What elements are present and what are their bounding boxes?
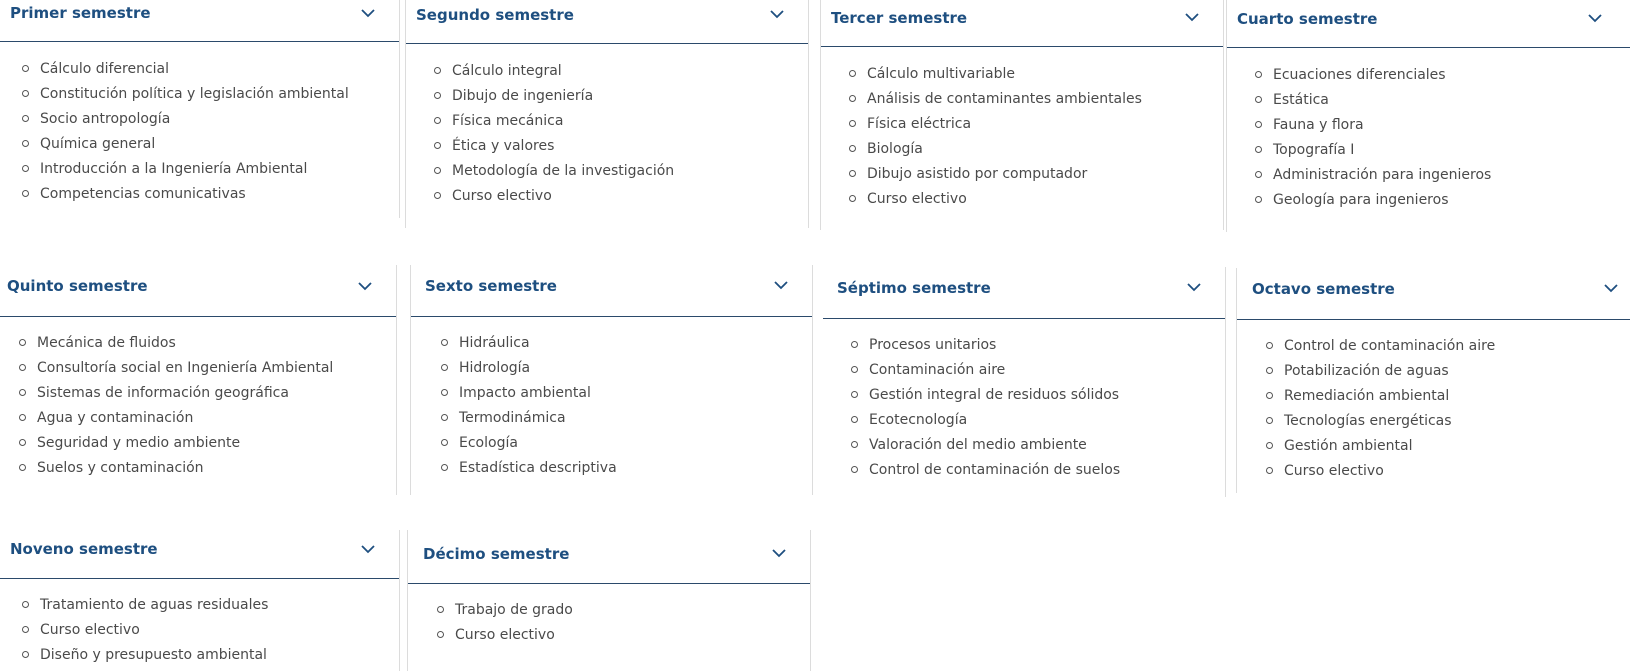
- list-item: Curso electivo: [434, 187, 808, 212]
- list-item: Tecnologías energéticas: [1266, 412, 1630, 437]
- list-item: Suelos y contaminación: [19, 459, 396, 484]
- semester-title: Octavo semestre: [1252, 280, 1395, 298]
- semester-panel-9: [0, 530, 400, 671]
- list-item: Trabajo de grado: [437, 601, 810, 626]
- list-item: Ecología: [441, 434, 812, 459]
- course-list: [821, 47, 1223, 215]
- list-item: Contaminación aire: [851, 361, 1225, 386]
- list-item: Ecuaciones diferenciales: [1255, 66, 1630, 91]
- chevron-down-icon[interactable]: [1185, 278, 1203, 296]
- list-item: Cálculo multivariable: [849, 65, 1223, 90]
- chevron-down-icon[interactable]: [768, 5, 786, 23]
- list-item: Cálculo diferencial: [22, 60, 399, 85]
- list-item: Curso electivo: [22, 621, 399, 646]
- semester-panel-6: [410, 265, 813, 495]
- semester-panel-3: [820, 0, 1224, 230]
- list-item: Impacto ambiental: [441, 384, 812, 409]
- list-item: Agua y contaminación: [19, 409, 396, 434]
- semester-title: Décimo semestre: [423, 545, 570, 563]
- list-item: Potabilización de aguas: [1266, 362, 1630, 387]
- list-item: Seguridad y medio ambiente: [19, 434, 396, 459]
- list-item: Sistemas de información geográfica: [19, 384, 396, 409]
- list-item: Control de contaminación de suelos: [851, 461, 1225, 486]
- list-item: Análisis de contaminantes ambientales: [849, 90, 1223, 115]
- list-item: Tratamiento de aguas residuales: [22, 596, 399, 621]
- list-item: Introducción a la Ingeniería Ambiental: [22, 160, 399, 185]
- list-item: Socio antropología: [22, 110, 399, 135]
- chevron-down-icon[interactable]: [1183, 8, 1201, 26]
- course-list: [1227, 48, 1630, 216]
- list-item: Estática: [1255, 91, 1630, 116]
- list-item: Gestión ambiental: [1266, 437, 1630, 462]
- list-item: Física mecánica: [434, 112, 808, 137]
- course-list: [0, 579, 399, 671]
- chevron-down-icon[interactable]: [359, 540, 377, 558]
- list-item: Dibujo asistido por computador: [849, 165, 1223, 190]
- semester-panel-1: [0, 0, 400, 218]
- semester-header-10[interactable]: [408, 530, 810, 584]
- semester-header-2[interactable]: [406, 0, 808, 44]
- chevron-down-icon[interactable]: [1602, 279, 1620, 297]
- list-item: Geología para ingenieros: [1255, 191, 1630, 216]
- list-item: Metodología de la investigación: [434, 162, 808, 187]
- list-item: Valoración del medio ambiente: [851, 436, 1225, 461]
- list-item: Biología: [849, 140, 1223, 165]
- list-item: Consultoría social en Ingeniería Ambiental: [19, 359, 396, 384]
- list-item: Remediación ambiental: [1266, 387, 1630, 412]
- semester-header-3[interactable]: [821, 0, 1223, 47]
- semester-title: Noveno semestre: [10, 540, 158, 558]
- semester-title: Tercer semestre: [831, 9, 968, 27]
- chevron-down-icon[interactable]: [772, 276, 790, 294]
- course-list: [406, 44, 808, 212]
- list-item: Control de contaminación aire: [1266, 337, 1630, 362]
- semester-panel-7: [823, 267, 1226, 497]
- course-list: [408, 584, 810, 651]
- chevron-down-icon[interactable]: [356, 277, 374, 295]
- list-item: Física eléctrica: [849, 115, 1223, 140]
- list-item: Mecánica de fluidos: [19, 334, 396, 359]
- list-item: Constitución política y legislación ambiental: [22, 85, 399, 110]
- list-item: Ecotecnología: [851, 411, 1225, 436]
- list-item: Hidrología: [441, 359, 812, 384]
- semester-header-8[interactable]: [1237, 268, 1630, 320]
- chevron-down-icon[interactable]: [770, 544, 788, 562]
- semester-panel-8: [1236, 268, 1630, 493]
- semester-title: Segundo semestre: [416, 6, 574, 24]
- semester-panel-10: [407, 530, 811, 671]
- semester-header-1[interactable]: [0, 0, 399, 42]
- semester-header-5[interactable]: [0, 265, 396, 317]
- list-item: Topografía I: [1255, 141, 1630, 166]
- course-list: [1237, 320, 1630, 487]
- list-item: Administración para ingenieros: [1255, 166, 1630, 191]
- list-item: Curso electivo: [849, 190, 1223, 215]
- semester-panel-2: [405, 0, 809, 228]
- list-item: Química general: [22, 135, 399, 160]
- course-list: [0, 42, 399, 210]
- course-list: [411, 317, 812, 484]
- semester-title: Cuarto semestre: [1237, 10, 1378, 28]
- list-item: Dibujo de ingeniería: [434, 87, 808, 112]
- list-item: Curso electivo: [1266, 462, 1630, 487]
- list-item: Diseño y presupuesto ambiental: [22, 646, 399, 671]
- list-item: Competencias comunicativas: [22, 185, 399, 210]
- chevron-down-icon[interactable]: [1586, 9, 1604, 27]
- list-item: Procesos unitarios: [851, 336, 1225, 361]
- list-item: Hidráulica: [441, 334, 812, 359]
- course-list: [0, 317, 396, 484]
- semester-header-7[interactable]: [823, 267, 1225, 319]
- semester-header-6[interactable]: [411, 265, 812, 317]
- semester-title: Primer semestre: [10, 4, 151, 22]
- list-item: Fauna y flora: [1255, 116, 1630, 141]
- list-item: Ética y valores: [434, 137, 808, 162]
- semester-header-9[interactable]: [0, 530, 399, 579]
- list-item: Curso electivo: [437, 626, 810, 651]
- list-item: Gestión integral de residuos sólidos: [851, 386, 1225, 411]
- list-item: Estadística descriptiva: [441, 459, 812, 484]
- semester-header-4[interactable]: [1227, 0, 1630, 48]
- course-list: [823, 319, 1225, 486]
- semester-panel-5: [0, 265, 397, 495]
- semester-title: Quinto semestre: [7, 277, 148, 295]
- chevron-down-icon[interactable]: [359, 4, 377, 22]
- semester-title: Séptimo semestre: [837, 279, 991, 297]
- semester-title: Sexto semestre: [425, 277, 557, 295]
- semester-panel-4: [1226, 0, 1630, 232]
- list-item: Termodinámica: [441, 409, 812, 434]
- list-item: Cálculo integral: [434, 62, 808, 87]
